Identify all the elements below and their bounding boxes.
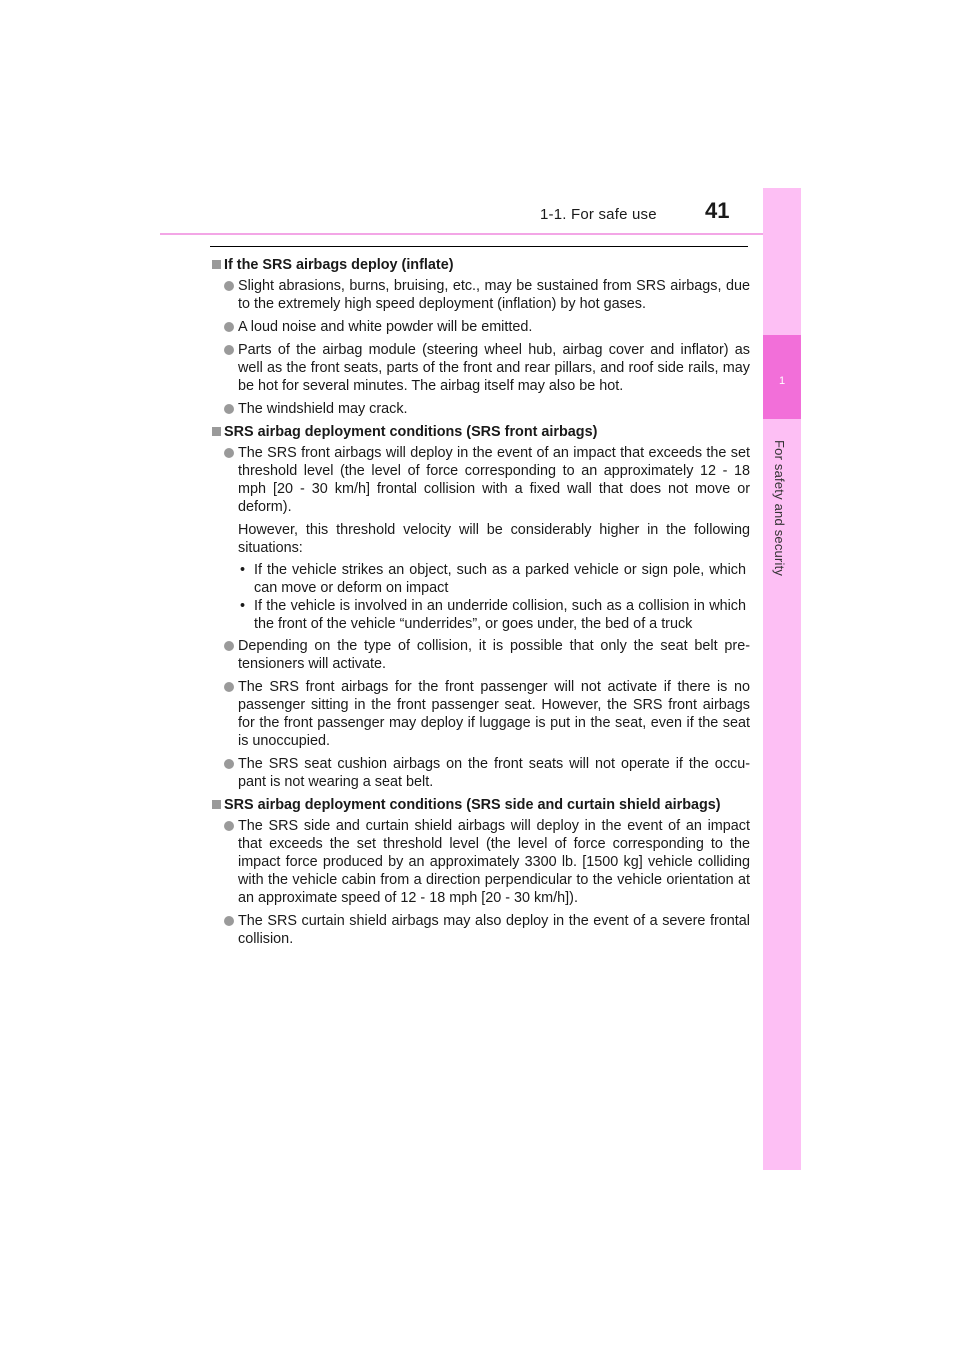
square-bullet-icon: [212, 260, 221, 269]
section-heading-text: SRS airbag deployment conditions (SRS front airbags): [224, 424, 598, 440]
list-item: [212, 277, 750, 313]
square-bullet-icon: [212, 427, 221, 436]
list-item: [212, 637, 750, 673]
circle-bullet-icon: [224, 448, 234, 458]
list-item: [212, 341, 750, 395]
list-item-text: The SRS side and curtain shield airbags will deploy in the event of an impact that exceeds the set threshold level (the level of force corresponding to the impact force produced by an approximately 3300 lb. [1500 kg] vehicle colliding with the vehicle cabin from a direction perpendicular to the vehicle orientation at an approximate speed of 12 - 18 mph [20 - 30 km/h]).: [238, 818, 750, 906]
list-item: [212, 912, 750, 948]
list-item-text: The SRS front airbags for the front passenger will not activate if there is no passenger sitting in the front passenger seat. However, the SRS front airbags for the front passenger may deploy if luggage is put in the seat, even if the seat is unoccupied.: [238, 679, 750, 749]
list-item: [212, 400, 750, 418]
list-item-text: Depending on the type of collision, it is possible that only the seat belt pre-tensioners will activate.: [238, 638, 750, 672]
chapter-title: For safety and security: [772, 440, 787, 577]
list-item-text: The SRS curtain shield airbags may also deploy in the event of a severe frontal collision.: [238, 913, 750, 947]
sub-list-item: [212, 597, 750, 633]
list-item-text: The SRS front airbags will deploy in the event of an impact that exceeds the set threshold level (the level of force corresponding to an approximately 12 - 18 mph [20 - 30 km/h] frontal collision with a fixed wall that does not move or deform).: [238, 445, 750, 515]
circle-bullet-icon: [224, 641, 234, 651]
circle-bullet-icon: [224, 345, 234, 355]
list-item: [212, 755, 750, 791]
list-item-text: Slight abrasions, burns, bruising, etc., may be sustained from SRS airbags, due to the extremely high speed deployment (inflation) by hot gases.: [238, 278, 750, 312]
circle-bullet-icon: [224, 322, 234, 332]
section-airbags-deploy: [212, 256, 750, 418]
list-item-text: A loud noise and white powder will be emitted.: [238, 319, 533, 335]
section-heading-text: SRS airbag deployment conditions (SRS side and curtain shield airbags): [224, 797, 721, 813]
circle-bullet-icon: [224, 281, 234, 291]
list-item: [212, 318, 750, 336]
circle-bullet-icon: [224, 821, 234, 831]
section-heading: [212, 796, 750, 814]
sub-list-item-text: If the vehicle is involved in an underride collision, such as a collision in which the front of the vehicle “underrides”, or goes under, the bed of a truck: [254, 598, 746, 632]
circle-bullet-icon: [224, 916, 234, 926]
list-item-text: The windshield may crack.: [238, 401, 408, 417]
sub-list-item-text: If the vehicle strikes an object, such as a parked vehicle or sign pole, which can move or deform on impact: [254, 562, 746, 596]
section-heading-text: If the SRS airbags deploy (inflate): [224, 257, 454, 273]
content-rule: [210, 246, 748, 247]
section-front-airbags: [212, 423, 750, 791]
section-side-curtain-airbags: [212, 796, 750, 948]
list-item: [212, 817, 750, 907]
list-item-text: The SRS seat cushion airbags on the front seats will not operate if the occu-pant is not wearing a seat belt.: [238, 756, 750, 790]
sub-list-item: [212, 561, 750, 597]
section-heading: [212, 256, 750, 274]
page-number: 41: [705, 198, 730, 223]
section-heading: [212, 423, 750, 441]
chapter-number: 1: [778, 375, 786, 387]
list-item-text: Parts of the airbag module (steering wheel hub, airbag cover and inflator) as well as the front seats, parts of the front and rear pillars, and roof side rails, may be hot for several minutes. The airbag itself may also be hot.: [238, 342, 750, 394]
circle-bullet-icon: [224, 682, 234, 692]
circle-bullet-icon: [224, 404, 234, 414]
header-section-title: 1-1. For safe use: [540, 206, 657, 223]
circle-bullet-icon: [224, 759, 234, 769]
list-item: [212, 678, 750, 750]
square-bullet-icon: [212, 800, 221, 809]
dot-bullet-icon: •: [240, 562, 246, 578]
list-item: [212, 444, 750, 516]
list-item-note: However, this threshold velocity will be considerably higher in the following situations:: [238, 522, 750, 556]
page-content: [212, 256, 750, 953]
header-rule: [160, 233, 800, 235]
dot-bullet-icon: •: [240, 598, 246, 614]
